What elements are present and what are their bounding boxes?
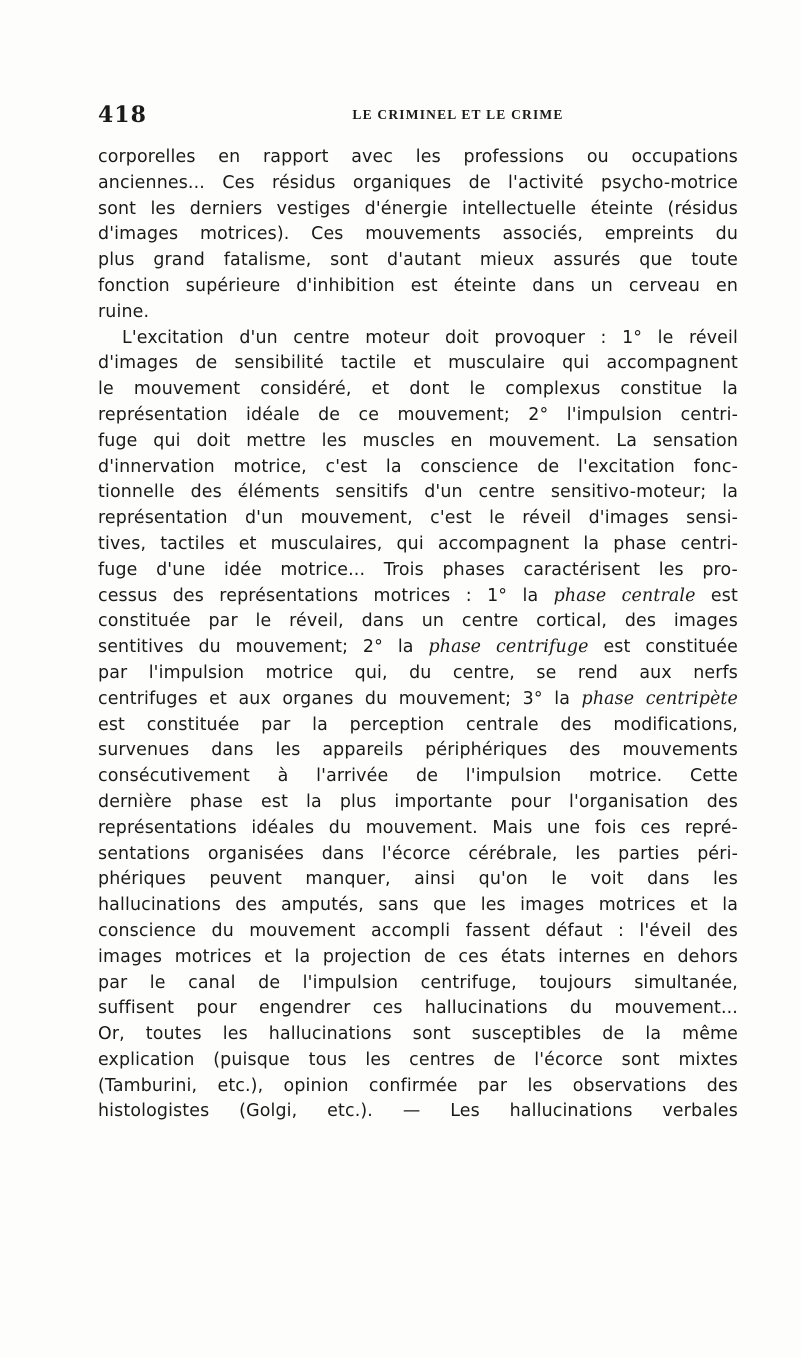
text-line: survenues dans les appareils périphériques des mouvements	[98, 740, 738, 761]
text-line: plus grand fatalisme, sont d'autant mieux assurés que toute	[98, 250, 738, 271]
text-line: d'images de sensibilité tactile et musculaire qui accompagnent	[98, 353, 738, 374]
text-line: suffisent pour engendrer ces hallucinations du mouvement...	[98, 998, 738, 1019]
text-line: le mouvement considéré, et dont le complexus constitue la	[98, 379, 738, 400]
text-line: par le canal de l'impulsion centrifuge, toujours simultanée,	[98, 972, 738, 993]
text-line: (Tamburini, etc.), opinion confirmée par les observations des	[98, 1075, 738, 1096]
text-line: fuge d'une idée motrice... Trois phases caractérisent les pro-	[98, 559, 738, 580]
text-line: ruine.	[98, 301, 150, 322]
text-line: représentation d'un mouvement, c'est le réveil d'images sensi-	[98, 508, 738, 529]
text-line: consécutivement à l'arrivée de l'impulsion motrice. Cette	[98, 766, 738, 787]
text-line: Or, toutes les hallucinations sont susceptibles de la même	[98, 1024, 738, 1045]
text-line: sentitives du mouvement; 2° la phase centrifuge est constituée	[98, 637, 738, 658]
text-line: tives, tactiles et musculaires, qui accompagnent la phase centri-	[98, 533, 738, 554]
text-line: conscience du mouvement accompli fassent défaut : l'éveil des	[98, 920, 738, 941]
running-head	[98, 100, 748, 130]
text-line: tionnelle des éléments sensitifs d'un centre sensitivo-moteur; la	[98, 482, 738, 503]
text-line: sont les derniers vestiges d'énergie intellectuelle éteinte (résidus	[98, 198, 738, 219]
text-line: explication (puisque tous les centres de l'écorce sont mixtes	[98, 1049, 738, 1070]
text-line: sentations organisées dans l'écorce cérébrale, les parties péri-	[98, 843, 738, 864]
text-line: hallucinations des amputés, sans que les images motrices et la	[98, 895, 738, 916]
text-line: constituée par le réveil, dans un centre cortical, des images	[98, 611, 738, 632]
text-line: cessus des représentations motrices : 1° la phase centrale est	[98, 585, 738, 606]
text-line: par l'impulsion motrice qui, du centre, se rend aux nerfs	[98, 662, 738, 683]
text-line: d'images motrices). Ces mouvements associés, empreints du	[98, 224, 738, 245]
text-line: fonction supérieure d'inhibition est éteinte dans un cerveau en	[98, 275, 738, 296]
text-line: dernière phase est la plus importante pour l'organisation des	[98, 791, 738, 812]
text-line: fuge qui doit mettre les muscles en mouvement. La sensation	[98, 430, 738, 451]
text-line: représentations idéales du mouvement. Mais une fois ces repré-	[98, 817, 738, 838]
text-line: phériques peuvent manquer, ainsi qu'on le voit dans les	[98, 869, 738, 890]
text-line: anciennes... Ces résidus organiques de l'activité psycho-motrice	[98, 172, 738, 193]
text-line: L'excitation d'un centre moteur doit provoquer : 1° le réveil	[122, 327, 738, 348]
text-line: corporelles en rapport avec les professions ou occupations	[98, 147, 738, 167]
page-number: 418	[98, 102, 147, 128]
running-title: LE CRIMINEL ET LE CRIME	[352, 107, 564, 122]
text-line: est constituée par la perception centrale des modifications,	[98, 714, 738, 735]
text-line: histologistes (Golgi, etc.). — Les hallucinations verbales	[98, 1101, 738, 1122]
text-line: centrifuges et aux organes du mouvement; 3° la phase centripète	[98, 688, 738, 709]
text-line: représentation idéale de ce mouvement; 2° l'impulsion centri-	[98, 404, 738, 425]
text-line: d'innervation motrice, c'est la conscience de l'excitation fonc-	[98, 456, 738, 477]
text-line: images motrices et la projection de ces états internes en dehors	[98, 946, 738, 967]
body-text	[98, 145, 738, 1125]
